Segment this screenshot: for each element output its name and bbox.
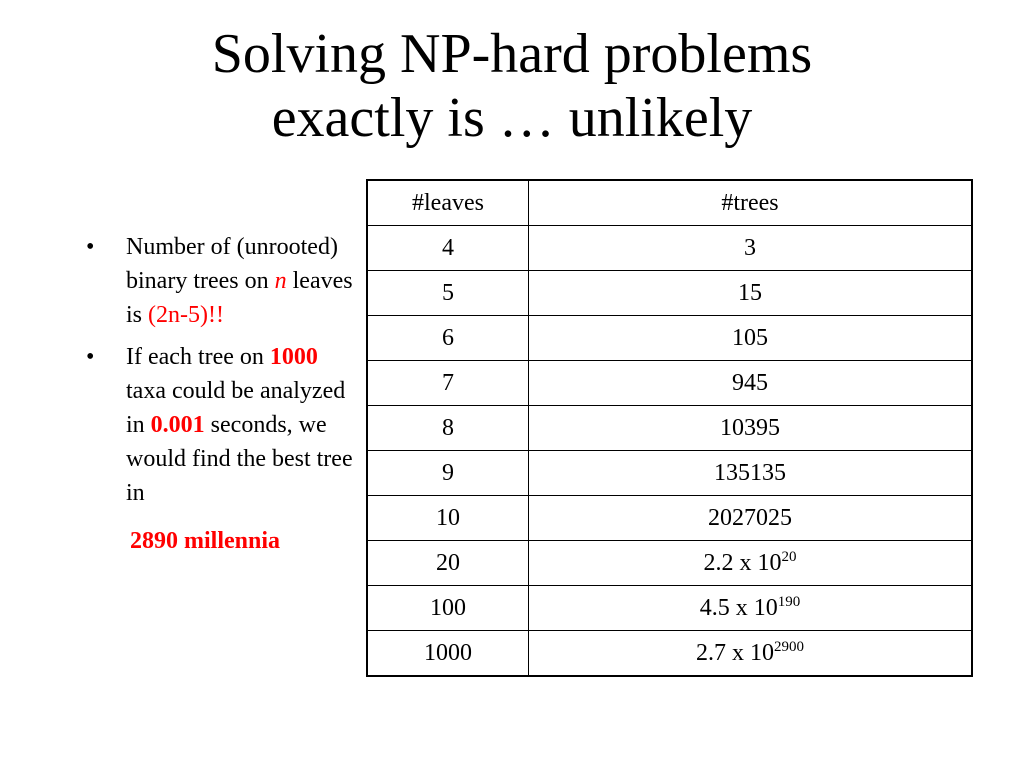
bullet-item-tree-count (86, 230, 361, 332)
result-millennia: 2890 millennia (130, 528, 281, 554)
cell-leaves: 100 (367, 586, 529, 631)
cell-trees-value: 2027025 (708, 504, 792, 531)
cell-trees (529, 271, 973, 316)
table-row (367, 316, 972, 361)
formula-double-factorial: (2n-5)!! (148, 302, 224, 328)
bullet-dot-icon: • (86, 344, 95, 370)
taxa-count: 1000 (269, 344, 318, 370)
table-row (367, 406, 972, 451)
cell-trees (529, 406, 973, 451)
cell-trees (529, 316, 973, 361)
cell-trees (529, 361, 973, 406)
slide-title (0, 22, 1024, 150)
cell-leaves: 1000 (367, 631, 529, 677)
cell-trees-value: 4.5 x 10 (699, 594, 778, 621)
table-row (367, 361, 972, 406)
trees-table (366, 179, 973, 677)
cell-trees-value: 135135 (714, 459, 786, 486)
table-row (367, 226, 972, 271)
column-header-leaves: #leaves (367, 180, 529, 226)
table-row (367, 541, 972, 586)
bullet-item-analysis-time (86, 340, 361, 510)
bullet-text: If each tree on (126, 344, 270, 370)
cell-trees (529, 586, 973, 631)
bullet-text: leaves is (126, 268, 353, 328)
cell-trees-exponent: 20 (781, 548, 797, 565)
cell-trees (529, 226, 973, 271)
cell-leaves: 4 (367, 226, 529, 271)
bullet-text: taxa could be analyzed in (126, 378, 346, 438)
cell-leaves: 10 (367, 496, 529, 541)
cell-trees-value: 945 (732, 369, 768, 396)
slide-title-line-2: exactly is … unlikely (271, 87, 753, 149)
cell-leaves: 20 (367, 541, 529, 586)
cell-trees-value: 2.7 x 10 (696, 639, 774, 666)
table-row (367, 586, 972, 631)
cell-trees (529, 541, 973, 586)
table-body (367, 226, 972, 677)
bullet-dot-icon: • (86, 234, 95, 260)
cell-trees (529, 631, 973, 677)
cell-trees (529, 451, 973, 496)
slide-title-line-1: Solving NP-hard problems (211, 23, 813, 85)
bullet-text: seconds, we would find the best tree in (126, 412, 353, 506)
cell-trees-value: 3 (744, 234, 756, 261)
cell-leaves: 5 (367, 271, 529, 316)
cell-leaves: 9 (367, 451, 529, 496)
table-header-row (367, 180, 972, 226)
table-row (367, 271, 972, 316)
cell-trees-exponent: 190 (777, 593, 801, 610)
table-row (367, 496, 972, 541)
bullet-text: Number of (unrooted) binary trees on (126, 234, 338, 294)
seconds-value: 0.001 (150, 412, 205, 438)
cell-leaves: 6 (367, 316, 529, 361)
cell-trees-exponent: 2900 (774, 638, 804, 655)
bullet-list (86, 230, 361, 558)
cell-trees-value: 2.2 x 10 (703, 549, 782, 576)
cell-leaves: 8 (367, 406, 529, 451)
table-row (367, 451, 972, 496)
cell-leaves: 7 (367, 361, 529, 406)
cell-trees (529, 496, 973, 541)
cell-trees-value: 15 (738, 279, 762, 306)
variable-n: n (274, 268, 287, 294)
column-header-trees: #trees (529, 180, 973, 226)
cell-trees-value: 10395 (720, 414, 780, 441)
cell-trees-value: 105 (732, 324, 768, 351)
table-row (367, 631, 972, 677)
